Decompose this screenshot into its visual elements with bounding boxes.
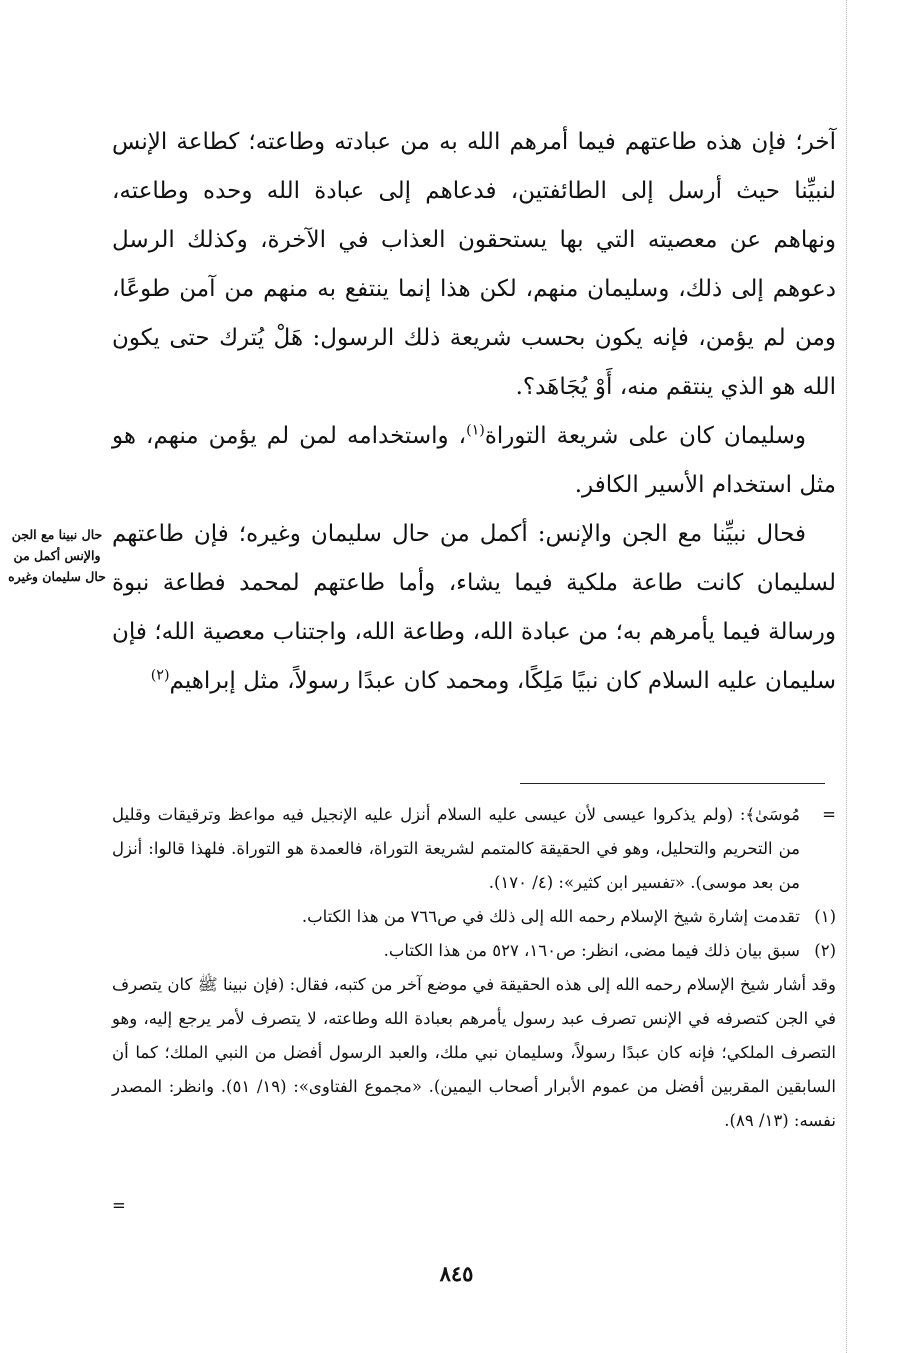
margin-note-line-3: حال سليمان وغيره [8,569,106,584]
footnote-2-number: (٢) [814,941,836,960]
paragraph-3 [112,510,836,706]
binding-edge-dots [846,0,847,1353]
continues-marker: = [112,1196,126,1215]
footnote-1-number: (١) [814,907,836,926]
main-text [112,118,836,706]
paragraph-2-after: ، واستخدامه لمن لم يؤمن منهم، هو مثل استخدام الأسير الكافر. [112,423,836,498]
footnote-1-text: تقدمت إشارة شيخ الإسلام رحمه الله إلى ذلك في ص٧٦٦ من هذا الكتاب. [301,907,800,926]
footnote-1 [112,900,836,934]
margin-note [8,524,106,587]
paragraph-1: آخر؛ فإن هذه طاعتهم فيما أمرهم الله به من عبادته وطاعته؛ كطاعة الإنس لنبيِّنا حيث أرسل إلى الطائفتين، فدعاهم إلى عبادة الله وحده وطاعته، ونهاهم عن معصيته التي بها يستحقون العذاب في الآخرة، وكذلك الرسل دعوهم إلى ذلك، وسليمان منهم، لكن هذا إنما ينتفع به منهم من آمن طوعًا، ومن لم يؤمن، فإنه يكون بحسب شريعة ذلك الرسول: هَلْ يُترك حتى يكون الله هو الذي ينتقم منه، أَوْ يُجَاهَد؟. [112,129,836,400]
margin-note-line-2: والإنس أكمل من [13,548,101,563]
footnote-ref-1[interactable]: (١) [466,422,485,439]
page-number: ٨٤٥ [439,1261,474,1286]
continuation-marker: = [822,805,836,824]
footnote-divider [520,783,825,784]
footnote-ref-2[interactable]: (٢) [150,667,170,684]
footnote-2 [112,934,836,968]
footnote-2-text: سبق بيان ذلك فيما مضى، انظر: ص١٦٠، ٥٢٧ من هذا الكتاب. [383,941,800,960]
continuation-text: مُوسَىٰ﴾: (ولم يذكروا عيسى لأن عيسى عليه السلام أنزل عليه الإنجيل فيه مواعظ وترقيقات وقليل من التحريم والتحليل، وهو في الحقيقة كالمتمم لشريعة التوراة، فالعمدة هو التوراة. فلهذا قالوا: أنزل من بعد موسى). «تفسير ابن كثير»: (٤/ ١٧٠). [112,805,800,892]
paragraph-2-before: وسليمان كان على شريعة التوراة [484,423,806,449]
footnotes [112,798,836,1138]
paragraph-3-text: فحال نبيِّنا مع الجن والإنس: أكمل من حال سليمان وغيره؛ فإن طاعتهم لسليمان كانت طاعة ملكية فيما يشاء، وأما طاعتهم لمحمد فطاعة نبوة ورسالة فيما يأمرهم به؛ من عبادة الله، وطاعة الله، واجتناب معصية الله؛ فإن سليمان عليه السلام كان نبيًا مَلِكًا، ومحمد كان عبدًا رسولاً، مثل إبراهيم [112,521,836,694]
paragraph-2 [112,412,836,510]
footnote-2-extra: وقد أشار شيخ الإسلام رحمه الله إلى هذه الحقيقة في موضع آخر من كتبه، فقال: (فإن نبينا ﷺ كان يتصرف في الجن كتصرفه في الإنس تصرف عبد رسول يأمرهم بعبادة الله وطاعته، لا يتصرف لأمر يرجع إليه، وهو التصرف الملكي؛ فإنه كان عبدًا رسولاً، وسليمان نبي ملك، والعبد الرسول أفضل من النبي الملك؛ كما أن السابقين المقربين أفضل من عموم الأبرار أصحاب اليمين). «مجموع الفتاوى»: (١٩/ ٥١). وانظر: المصدر نفسه: (١٣/ ٨٩). [112,975,836,1130]
margin-note-line-1: حال نبينا مع الجن [11,527,103,542]
footnote-continuation [112,798,836,900]
